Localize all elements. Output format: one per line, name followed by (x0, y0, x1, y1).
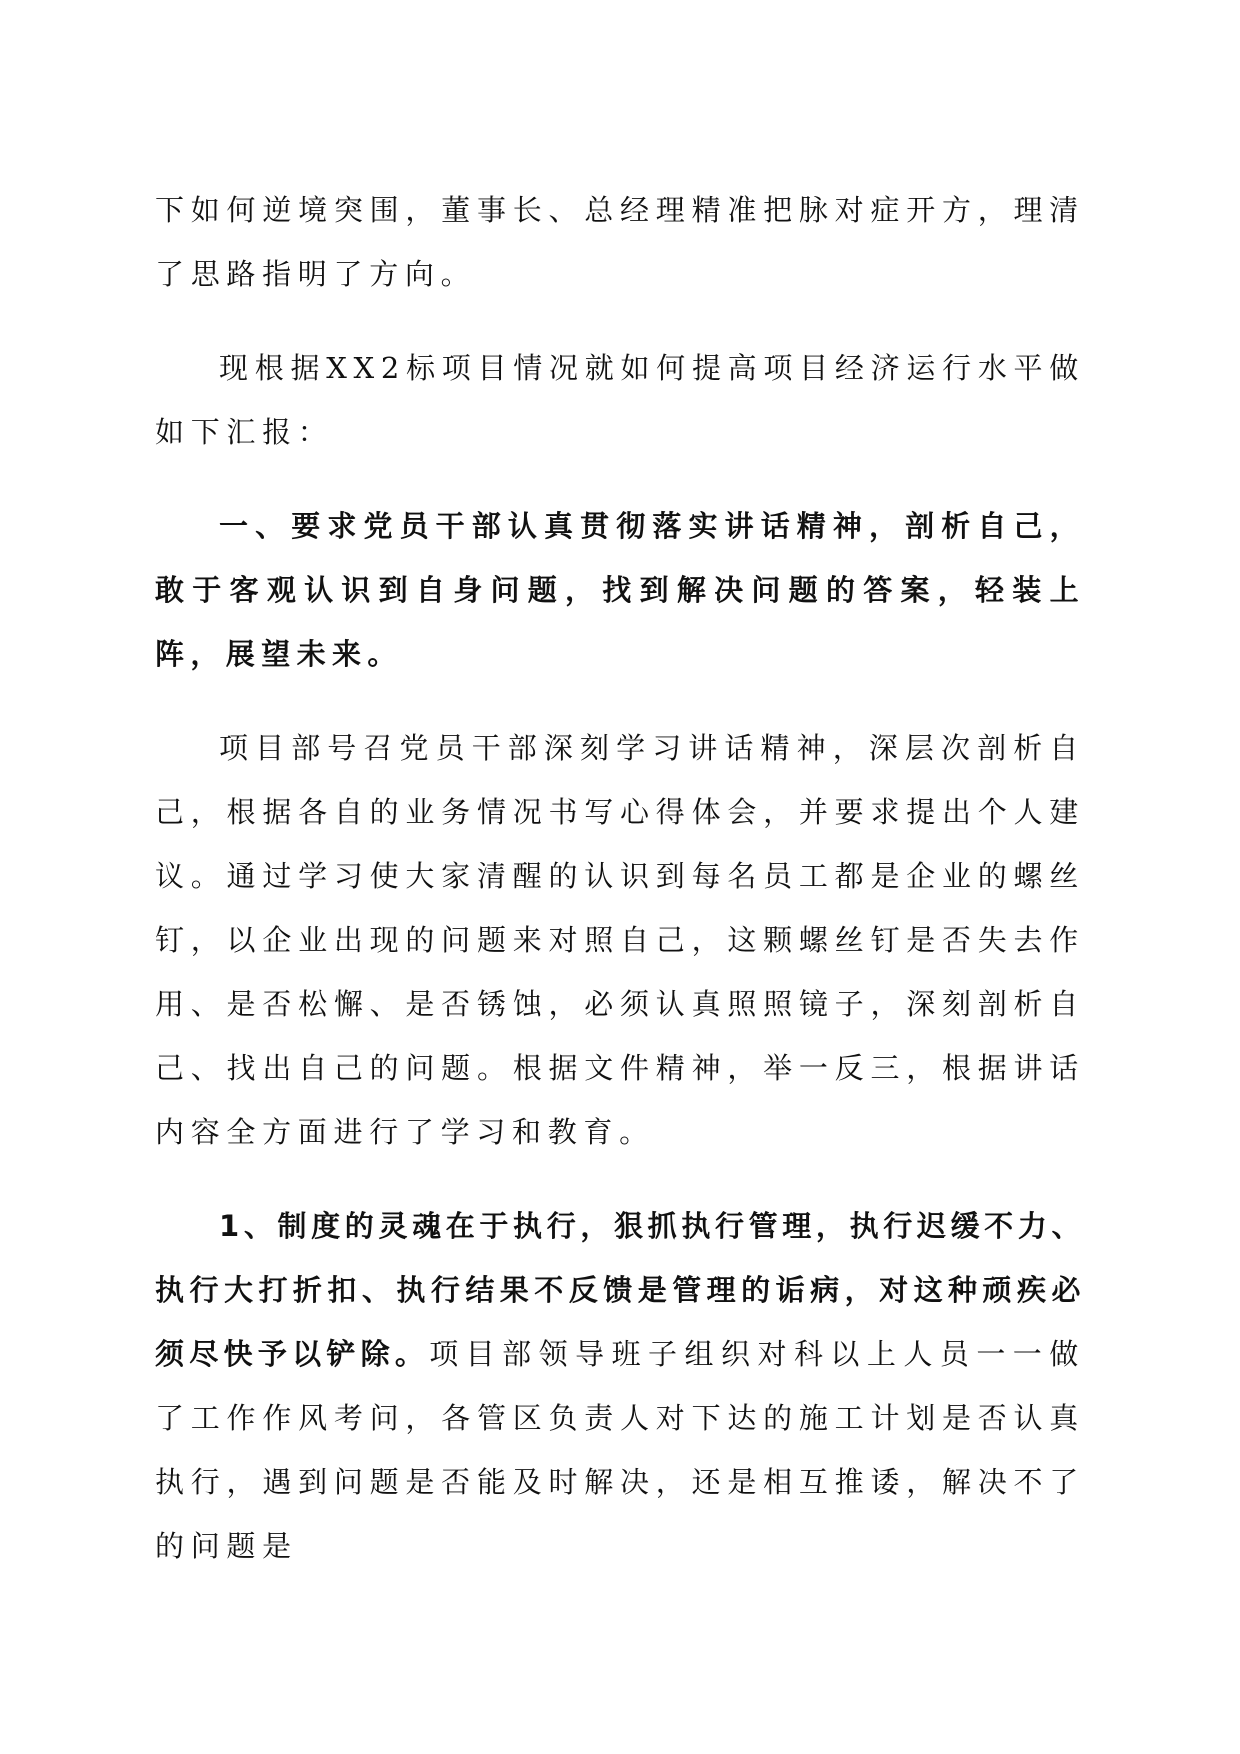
section-heading-1: 一、要求党员干部认真贯彻落实讲话精神，剖析自己，敢于客观认识到自身问题，找到解决问题的答案，轻装上阵，展望未来。 (155, 509, 1085, 671)
document-body (155, 178, 1085, 1578)
paragraph-study: 项目部号召党员干部深刻学习讲话精神，深层次剖析自己，根据各自的业务情况书写心得体会，并要求提出个人建议。通过学习使大家清醒的认识到每名员工都是企业的螺丝钉，以企业出现的问题来对照自己，这颗螺丝钉是否失去作用、是否松懈、是否锈蚀，必须认真照照镜子，深刻剖析自己、找出自己的问题。根据文件精神，举一反三，根据讲话内容全方面进行了学习和教育。 (155, 731, 1085, 1149)
paragraph-execution (155, 1194, 1085, 1578)
execution-body: 项目部领导班子组织对科以上人员一一做了工作作风考问，各管区负责人对下达的施工计划是否认真执行，遇到问题是否能及时解决，还是相互推诿，解决不了的问题是 (155, 1337, 1085, 1563)
paragraph-intro: 现根据XX2标项目情况就如何提高项目经济运行水平做如下汇报： (155, 351, 1085, 449)
execution-lead-bold: 1、制度的灵魂在于执行，狠抓执行管理，执行迟缓不力、执行大打折扣、执行结果不反馈是管理的诟病，对这种顽疾必须尽快予以铲除。 (155, 1209, 1085, 1371)
paragraph-continuation: 下如何逆境突围，董事长、总经理精准把脉对症开方，理清了思路指明了方向。 (155, 193, 1085, 291)
